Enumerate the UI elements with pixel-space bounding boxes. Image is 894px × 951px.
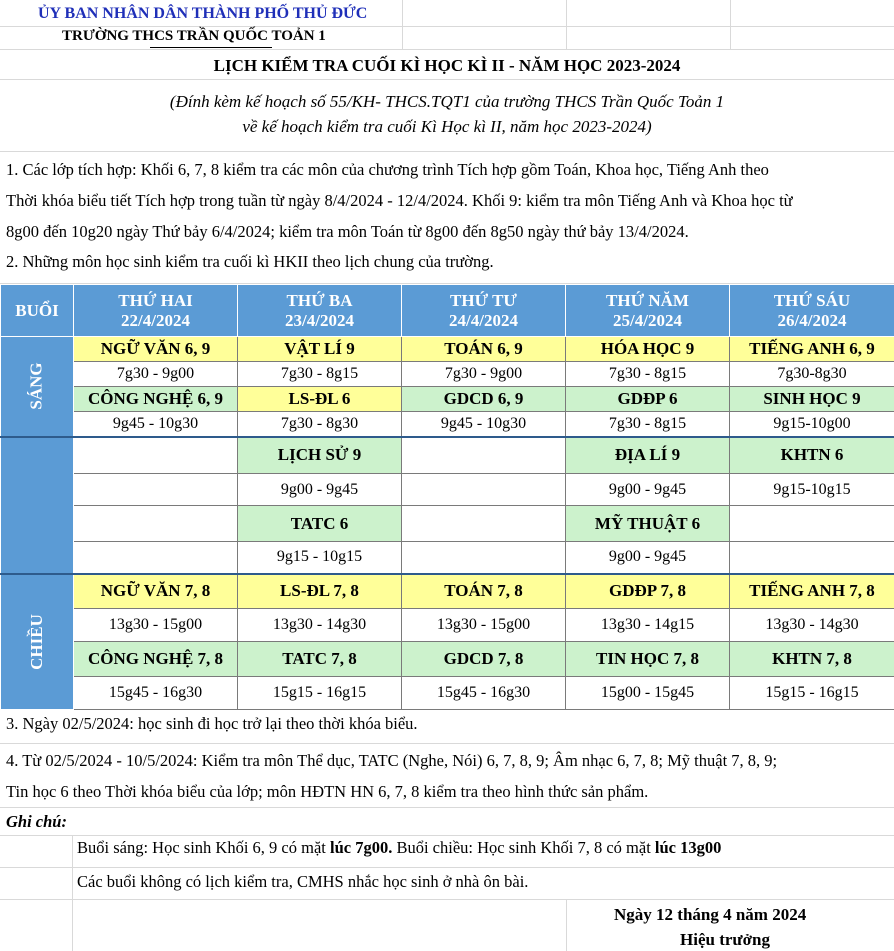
subject-cell: HÓA HỌC 9: [566, 337, 730, 362]
subtitle-line-1: (Đính kèm kế hoạch số 55/KH- THCS.TQT1 của trường THCS Trần Quốc Toản 1: [169, 92, 725, 111]
note-4-line-2: Tin học 6 theo Thời khóa biểu của lớp; môn HĐTN HN 6, 7, 8 kiểm tra theo hình thức sản phẩm.: [6, 782, 649, 801]
remark-2: Các buổi không có lịch kiểm tra, CMHS nhắc học sinh ở nhà ôn bài.: [77, 872, 529, 891]
time-cell: 13g30 - 14g30: [730, 609, 894, 642]
time-cell: 9g15 - 10g15: [238, 542, 402, 574]
time-cell: 9g00 - 9g45: [566, 474, 730, 506]
note-1: [6, 154, 793, 247]
time-cell: [74, 474, 238, 506]
day-name: THỨ BA: [286, 290, 353, 310]
time-cell: 7g30 - 9g00: [74, 362, 238, 387]
day-header: [74, 285, 238, 337]
signature-date: Ngày 12 tháng 4 năm 2024: [614, 905, 807, 924]
time-cell: 13g30 - 14g15: [566, 609, 730, 642]
subject-cell: [402, 437, 566, 474]
subject-cell: NGỮ VĂN 6, 9: [74, 337, 238, 362]
subject-cell: [730, 506, 894, 542]
committee-name: ỦY BAN NHÂN DÂN THÀNH PHỐ THỦ ĐỨC: [38, 5, 368, 22]
school-underline: [150, 47, 272, 48]
time-cell: 7g30 - 9g00: [402, 362, 566, 387]
morning-subject-row: [1, 337, 894, 362]
time-cell: 13g30 - 15g00: [402, 609, 566, 642]
subject-cell: SINH HỌC 9: [730, 387, 894, 412]
subject-cell: TIN HỌC 7, 8: [566, 642, 730, 677]
day-header: [730, 285, 894, 337]
subject-cell: TOÁN 7, 8: [402, 574, 566, 609]
time-cell: [402, 542, 566, 574]
subtitle-line-2: về kế hoạch kiểm tra cuối Kì Học kì II, năm học 2023-2024): [242, 117, 652, 136]
exam-schedule-table: [0, 284, 894, 710]
note-2: 2. Những môn học sinh kiểm tra cuối kì HKII theo lịch chung của trường.: [6, 252, 494, 271]
time-cell: 9g45 - 10g30: [74, 412, 238, 437]
time-cell: 7g30 - 8g15: [566, 362, 730, 387]
day-date: 23/4/2024: [285, 310, 354, 330]
day-header: [566, 285, 730, 337]
note-1-line-2: Thời khóa biểu tiết Tích hợp trong tuần từ ngày 8/4/2024 - 12/4/2024. Khối 9: kiểm tra môn Tiếng Anh và Khoa học từ: [6, 191, 793, 210]
afternoon-time-row: [1, 609, 894, 642]
subject-cell: GDCD 7, 8: [402, 642, 566, 677]
afternoon-subject-row: [1, 642, 894, 677]
remark-1-part-c: Buổi chiều: Học sinh Khối 7, 8 có mặt: [392, 838, 655, 857]
morning-time-row: [1, 412, 894, 437]
subject-cell: GDĐP 6: [566, 387, 730, 412]
subject-cell: NGỮ VĂN 7, 8: [74, 574, 238, 609]
time-cell: 9g15-10g15: [730, 474, 894, 506]
remark-1: [77, 838, 721, 858]
time-cell: 15g00 - 15g45: [566, 677, 730, 710]
subject-cell: TATC 6: [238, 506, 402, 542]
note-4-line-1: 4. Từ 02/5/2024 - 10/5/2024: Kiểm tra môn Thể dục, TATC (Nghe, Nói) 6, 7, 8, 9; Âm nhạc 6, 7, 8; Mỹ thuật 7, 8, 9;: [6, 751, 778, 770]
day-name: THỨ SÁU: [773, 290, 851, 310]
subject-cell: KHTN 6: [730, 437, 894, 474]
day-name: THỨ HAI: [118, 290, 193, 310]
day-name: THỨ TƯ: [450, 290, 517, 310]
school-name: TRƯỜNG THCS TRẦN QUỐC TOẢN 1: [62, 28, 326, 44]
subject-cell: [74, 506, 238, 542]
subject-cell: TOÁN 6, 9: [402, 337, 566, 362]
day-header: [238, 285, 402, 337]
signature-role: Hiệu trưởng: [680, 930, 770, 949]
extra-time-row: [1, 474, 894, 506]
time-cell: 15g45 - 16g30: [402, 677, 566, 710]
extra-time-row: [1, 542, 894, 574]
extra-session-label: [1, 437, 74, 574]
time-cell: 13g30 - 15g00: [74, 609, 238, 642]
afternoon-subject-row: [1, 574, 894, 609]
day-date: 25/4/2024: [613, 310, 682, 330]
subject-cell: KHTN 7, 8: [730, 642, 894, 677]
time-cell: 9g45 - 10g30: [402, 412, 566, 437]
morning-subject-row: [1, 387, 894, 412]
morning-session-label: SÁNG: [1, 337, 74, 437]
subject-cell: TATC 7, 8: [238, 642, 402, 677]
time-cell: 7g30 - 8g15: [566, 412, 730, 437]
extra-subject-row: [1, 506, 894, 542]
note-1-line-3: 8g00 đến 10g20 ngày Thứ bảy 6/4/2024; kiểm tra môn Toán từ 8g00 đến 8g50 ngày thứ bảy 13/4/2024.: [6, 222, 689, 241]
morning-time-row: [1, 362, 894, 387]
extra-subject-row: [1, 437, 894, 474]
day-header-row: [1, 285, 894, 337]
time-cell: 9g00 - 9g45: [566, 542, 730, 574]
time-cell: 9g15-10g00: [730, 412, 894, 437]
subject-cell: CÔNG NGHỆ 7, 8: [74, 642, 238, 677]
note-3: 3. Ngày 02/5/2024: học sinh đi học trở lại theo thời khóa biểu.: [6, 714, 418, 733]
remark-1-part-d: lúc 13g00: [654, 838, 722, 857]
time-cell: 15g15 - 16g15: [730, 677, 894, 710]
time-cell: [402, 474, 566, 506]
time-cell: [730, 542, 894, 574]
time-cell: 7g30 - 8g15: [238, 362, 402, 387]
day-header: [402, 285, 566, 337]
subject-cell: GDCD 6, 9: [402, 387, 566, 412]
time-cell: 7g30-8g30: [730, 362, 894, 387]
subject-cell: GDĐP 7, 8: [566, 574, 730, 609]
afternoon-time-row: [1, 677, 894, 710]
subject-cell: CÔNG NGHỆ 6, 9: [74, 387, 238, 412]
subject-cell: ĐỊA LÍ 9: [566, 437, 730, 474]
subject-cell: MỸ THUẬT 6: [566, 506, 730, 542]
day-date: 24/4/2024: [449, 310, 518, 330]
ghi-chu-label: Ghi chú:: [6, 812, 67, 831]
remark-1-part-b: lúc 7g00.: [329, 838, 393, 857]
subject-cell: TIẾNG ANH 7, 8: [730, 574, 894, 609]
time-cell: 9g00 - 9g45: [238, 474, 402, 506]
time-cell: 15g15 - 16g15: [238, 677, 402, 710]
subject-cell: [402, 506, 566, 542]
subject-cell: LỊCH SỬ 9: [238, 437, 402, 474]
session-header: BUỔI: [1, 285, 74, 337]
day-date: 22/4/2024: [121, 310, 190, 330]
subject-cell: LS-ĐL 6: [238, 387, 402, 412]
afternoon-session-label: CHIỀU: [1, 574, 74, 710]
note-1-line-1: 1. Các lớp tích hợp: Khối 6, 7, 8 kiểm tra các môn của chương trình Tích hợp gồm Toán, Khoa học, Tiếng Anh theo: [6, 160, 769, 179]
time-cell: 15g45 - 16g30: [74, 677, 238, 710]
time-cell: [74, 542, 238, 574]
time-cell: 7g30 - 8g30: [238, 412, 402, 437]
subject-cell: LS-ĐL 7, 8: [238, 574, 402, 609]
subject-cell: TIẾNG ANH 6, 9: [730, 337, 894, 362]
remark-1-part-a: Buổi sáng: Học sinh Khối 6, 9 có mặt: [77, 838, 330, 857]
day-name: THỨ NĂM: [606, 290, 689, 310]
time-cell: 13g30 - 14g30: [238, 609, 402, 642]
subject-cell: [74, 437, 238, 474]
note-4: [6, 745, 777, 807]
subject-cell: VẬT LÍ 9: [238, 337, 402, 362]
page-title: LỊCH KIỂM TRA CUỐI KÌ HỌC KÌ II - NĂM HỌC 2023-2024: [213, 56, 681, 75]
day-date: 26/4/2024: [777, 310, 847, 330]
